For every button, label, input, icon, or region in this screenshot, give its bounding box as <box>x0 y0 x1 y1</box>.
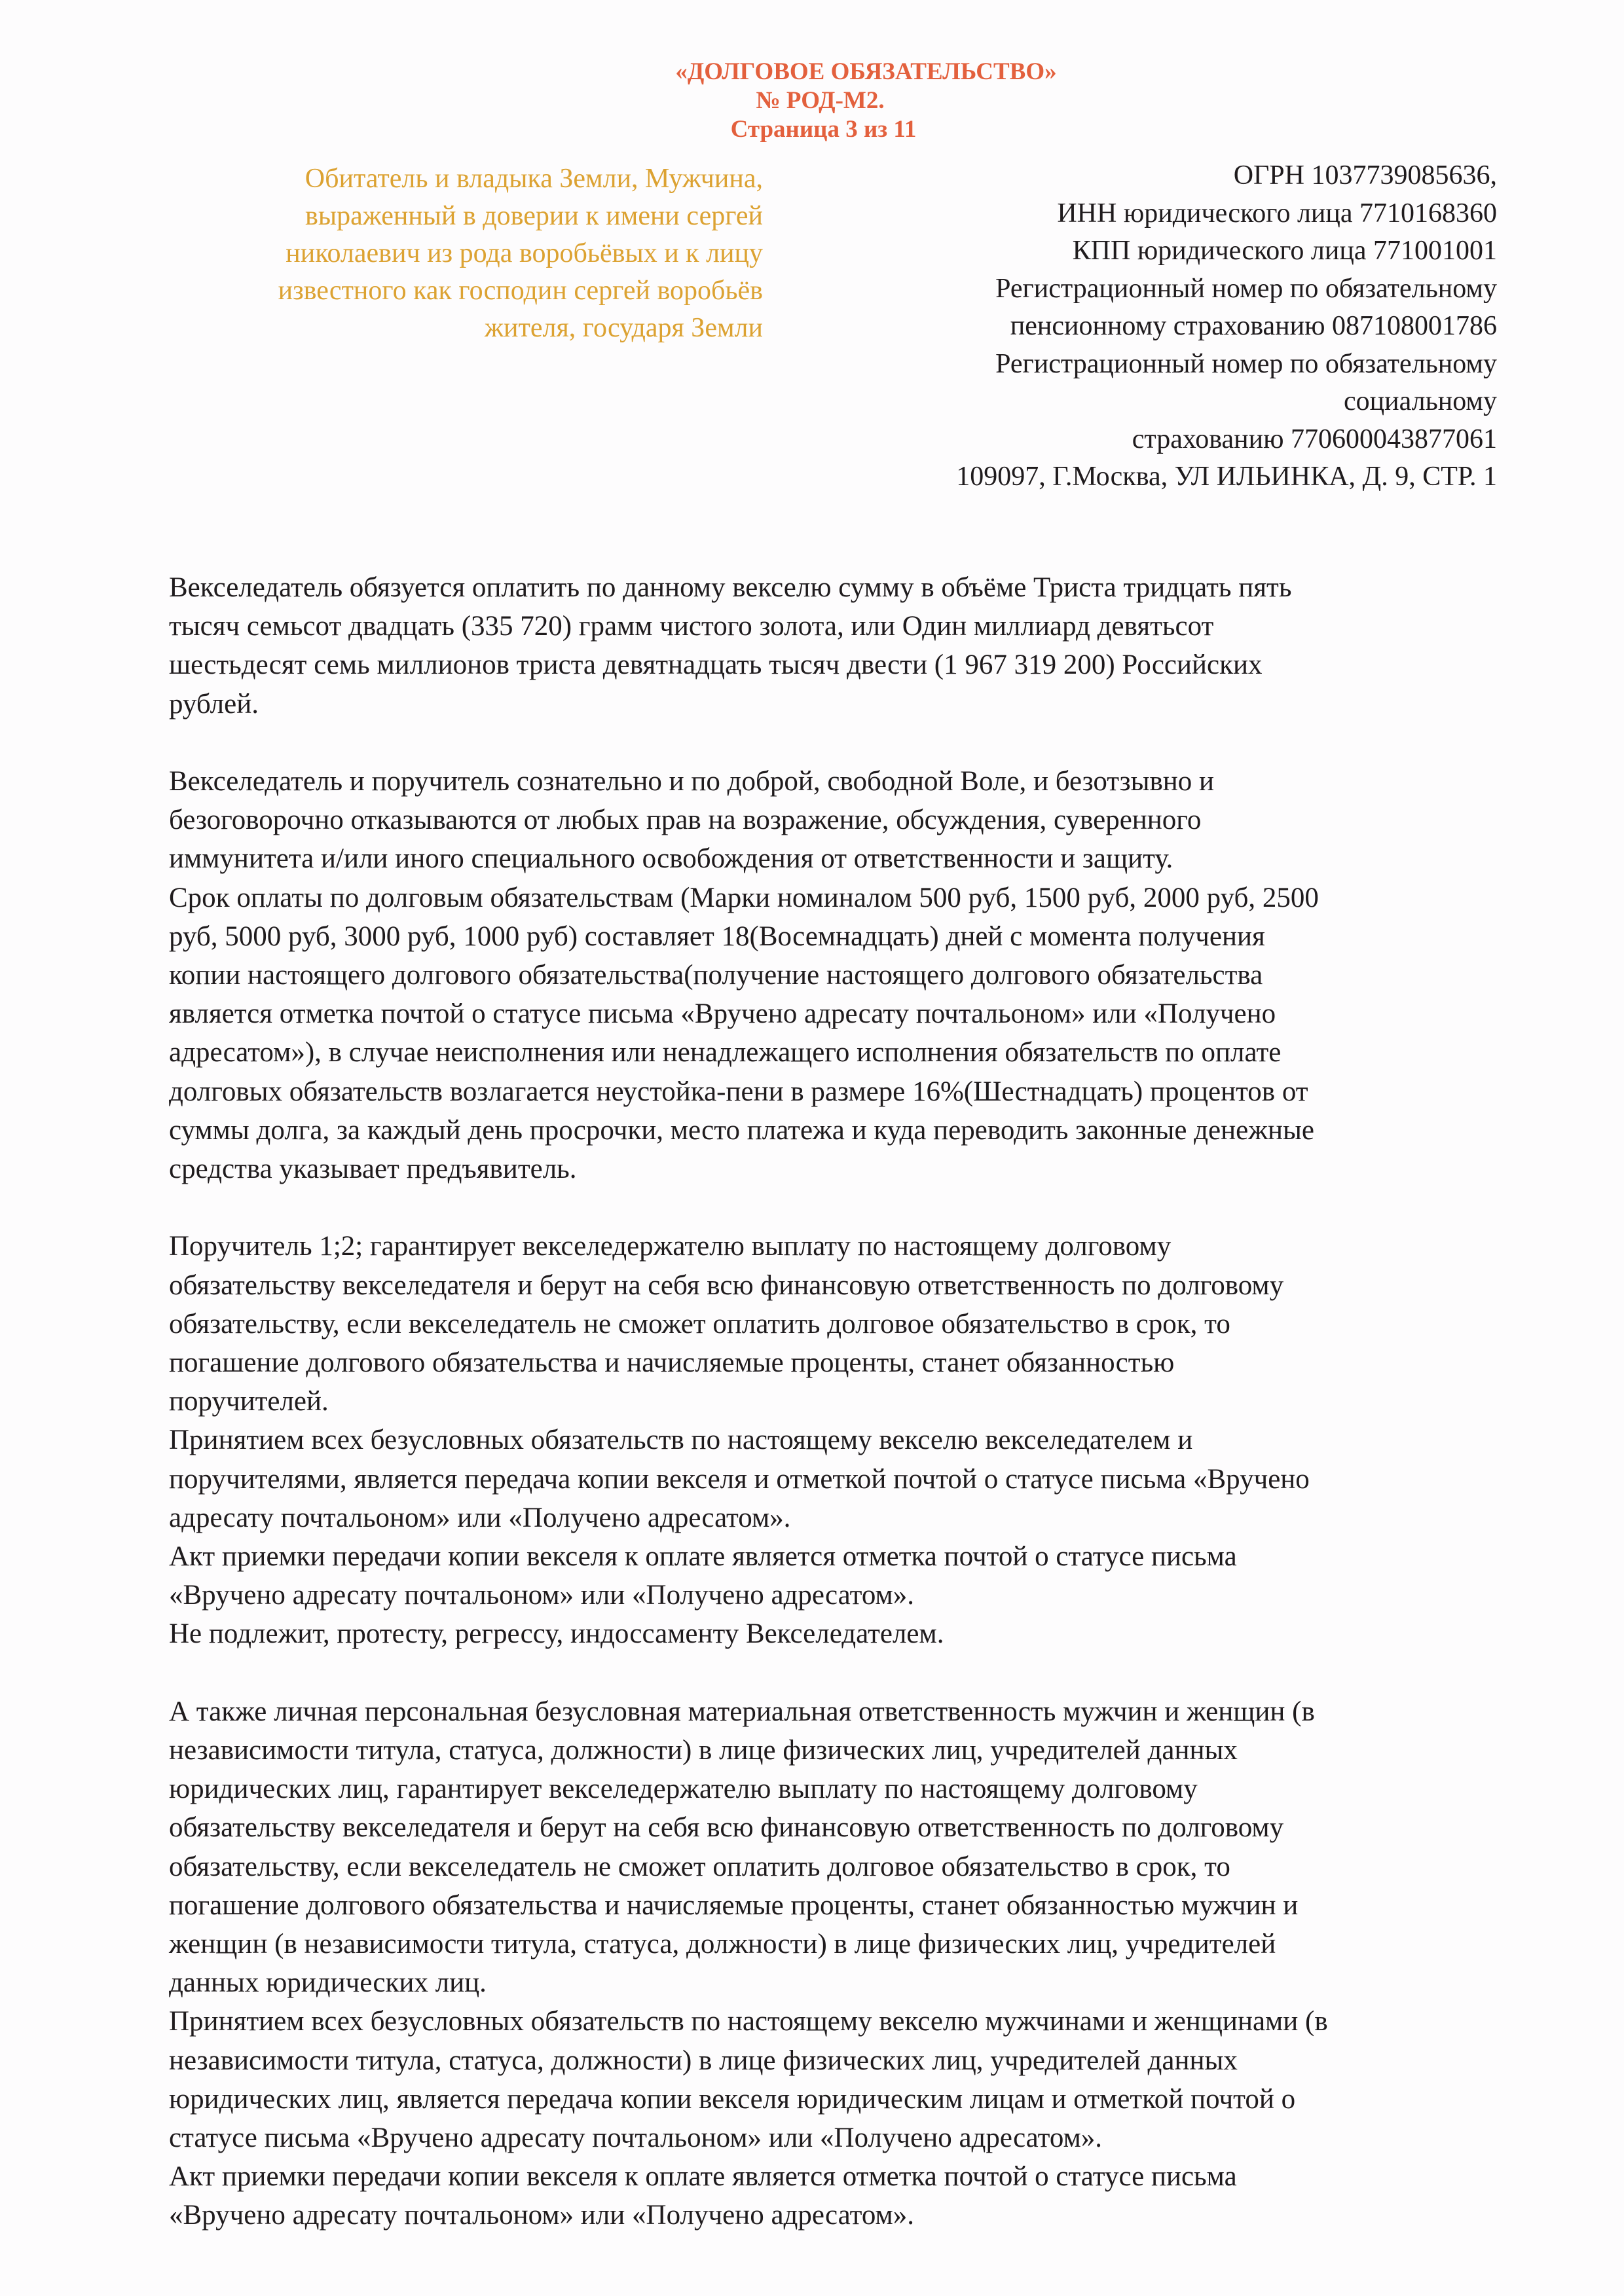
paragraph-gap <box>169 1188 1518 1227</box>
text-line: юридических лиц, является передача копии векселя юридическим лицам и отметкой почтой о <box>169 2083 1296 2115</box>
text-line: суммы долга, за каждый день просрочки, место платежа и куда переводить законные денежные <box>169 1114 1314 1146</box>
text-line: обязательству, если векселедатель не сможет оплатить долговое обязательство в срок, то <box>169 1308 1230 1339</box>
social-reg-number: страхованию 770600043877061 <box>1132 424 1497 454</box>
pension-reg-number: пенсионному страхованию 087108001786 <box>1010 311 1497 341</box>
party-left-line: Обитатель и владыка Земли, Мужчина, <box>304 164 763 194</box>
text-line: Принятием всех безусловных обязательств по настоящему векселю векселедателем и <box>169 1425 1193 1456</box>
text-line: обязательству, если векселедатель не сможет оплатить долговое обязательство в срок, то <box>169 1851 1230 1882</box>
paragraph-personal-liability <box>169 1692 1518 2235</box>
text-line: «Вручено адресату почтальоном» или «Получено адресатом». <box>169 2200 915 2231</box>
text-line: независимости титула, статуса, должности) в лице физических лиц, учредителей данных <box>169 2045 1238 2076</box>
text-line: иммунитета и/или иного специального освобождения от ответственности и защиту. <box>169 843 1173 875</box>
page-indicator: Страница 3 из 11 <box>730 116 917 143</box>
pension-reg-label: Регистрационный номер по обязательному <box>995 273 1497 304</box>
text-line: руб, 5000 руб, 3000 руб, 1000 руб) составляет 18(Восемнадцать) дней с момента получения <box>169 920 1265 952</box>
text-line: данных юридических лиц. <box>169 1967 487 1999</box>
text-line: А также личная персональная безусловная материальная ответственность мужчин и женщин (в <box>169 1696 1315 1727</box>
document-header <box>0 58 1624 144</box>
text-line: поручителей. <box>169 1386 329 1417</box>
paragraph-gap <box>169 1654 1518 1692</box>
text-line: поручителями, является передача копии векселя и отметкой почтой о статусе письма «Вручено <box>169 1463 1310 1495</box>
paragraph-amount <box>169 568 1518 723</box>
party-left-block <box>177 160 763 347</box>
document-number: № РОД-М2. <box>756 87 885 114</box>
text-line: погашение долгового обязательства и начисляемые проценты, станет обязанностью <box>169 1347 1175 1379</box>
text-line: женщин (в независимости титула, статуса, должности) в лице физических лиц, учредителей <box>169 1929 1276 1960</box>
paragraph-waiver-and-terms <box>169 762 1518 1188</box>
social-reg-label: Регистрационный номер по обязательному <box>995 348 1497 379</box>
text-line: «Вручено адресату почтальоном» или «Получено адресатом». <box>169 1580 915 1611</box>
text-line: обязательству векселедателя и берут на себя всю финансовую ответственность по долговому <box>169 1812 1284 1844</box>
text-line: является отметка почтой о статусе письма «Вручено адресату почтальоном» или «Получено <box>169 998 1276 1030</box>
text-line: шестьдесят семь миллионов триста девятнадцать тысяч двести (1 967 319 200) Российских <box>169 649 1263 681</box>
party-left-line: жителя, государя Земли <box>485 313 763 343</box>
text-line: обязательству векселедателя и берут на себя всю финансовую ответственность по долговому <box>169 1269 1284 1301</box>
document-body <box>169 568 1518 2235</box>
text-line: средства указывает предъявитель. <box>169 1154 577 1185</box>
text-line: адресату почтальоном» или «Получено адресатом». <box>169 1502 791 1533</box>
text-line: Векселедатель и поручитель сознательно и по доброй, свободной Воле, и безотзывно и <box>169 766 1215 797</box>
text-line: Срок оплаты по долговым обязательствам (Марки номиналом 500 руб, 1500 руб, 2000 руб, 2500 <box>169 882 1319 913</box>
text-line: Акт приемки передачи копии векселя к оплате является отметка почтой о статусе письма <box>169 2161 1237 2193</box>
address: 109097, Г.Москва, УЛ ИЛЬИНКА, Д. 9, СТР. 1 <box>956 462 1497 492</box>
text-line: адресатом»), в случае неисполнения или ненадлежащего исполнения обязательств по оплате <box>169 1037 1282 1068</box>
party-left-line: известного как господин сергей воробьёв <box>278 276 763 306</box>
document-title: «ДОЛГОВОЕ ОБЯЗАТЕЛЬСТВО» <box>675 58 1057 85</box>
ogrn: ОГРН 1037739085636, <box>1233 160 1497 191</box>
text-line: Акт приемки передачи копии векселя к оплате является отметка почтой о статусе письма <box>169 1541 1237 1573</box>
text-line: независимости титула, статуса, должности) в лице физических лиц, учредителей данных <box>169 1735 1238 1766</box>
text-line: безоговорочно отказываются от любых прав на возражение, обсуждения, суверенного <box>169 805 1202 836</box>
text-line: копии настоящего долгового обязательства(получение настоящего долгового обязательства <box>169 960 1263 991</box>
paragraph-gap <box>169 723 1518 762</box>
party-left-line: выраженный в доверии к имени сергей <box>305 201 763 231</box>
text-line: Не подлежит, протесту, регрессу, индоссаменту Векселедателем. <box>169 1618 944 1650</box>
text-line: рублей. <box>169 688 259 720</box>
text-line: тысяч семьсот двадцать (335 720) грамм чистого золота, или Один миллиард девятьсот <box>169 611 1214 642</box>
paragraph-guarantors <box>169 1227 1518 1653</box>
text-line: Поручитель 1;2; гарантирует векселедержателю выплату по настоящему долговому <box>169 1231 1172 1262</box>
party-right-block <box>825 157 1497 496</box>
inn: ИНН юридического лица 7710168360 <box>1057 198 1497 228</box>
text-line: долговых обязательств возлагается неустойка-пени в размере 16%(Шестнадцать) процентов от <box>169 1076 1308 1107</box>
text-line: Векселедатель обязуется оплатить по данному векселю сумму в объёме Триста тридцать пять <box>169 572 1292 603</box>
text-line: юридических лиц, гарантирует векселедержателю выплату по настоящему долговому <box>169 1774 1198 1805</box>
text-line: погашение долгового обязательства и начисляемые проценты, станет обязанностью мужчин и <box>169 1889 1299 1921</box>
social-reg-label-cont: социальному <box>1344 386 1497 416</box>
text-line: статусе письма «Вручено адресату почтальоном» или «Получено адресатом». <box>169 2123 1103 2154</box>
text-line: Принятием всех безусловных обязательств по настоящему векселю мужчинами и женщинами (в <box>169 2006 1328 2037</box>
kpp: КПП юридического лица 771001001 <box>1072 236 1497 266</box>
party-left-line: николаевич из рода воробьёвых и к лицу <box>286 238 763 268</box>
